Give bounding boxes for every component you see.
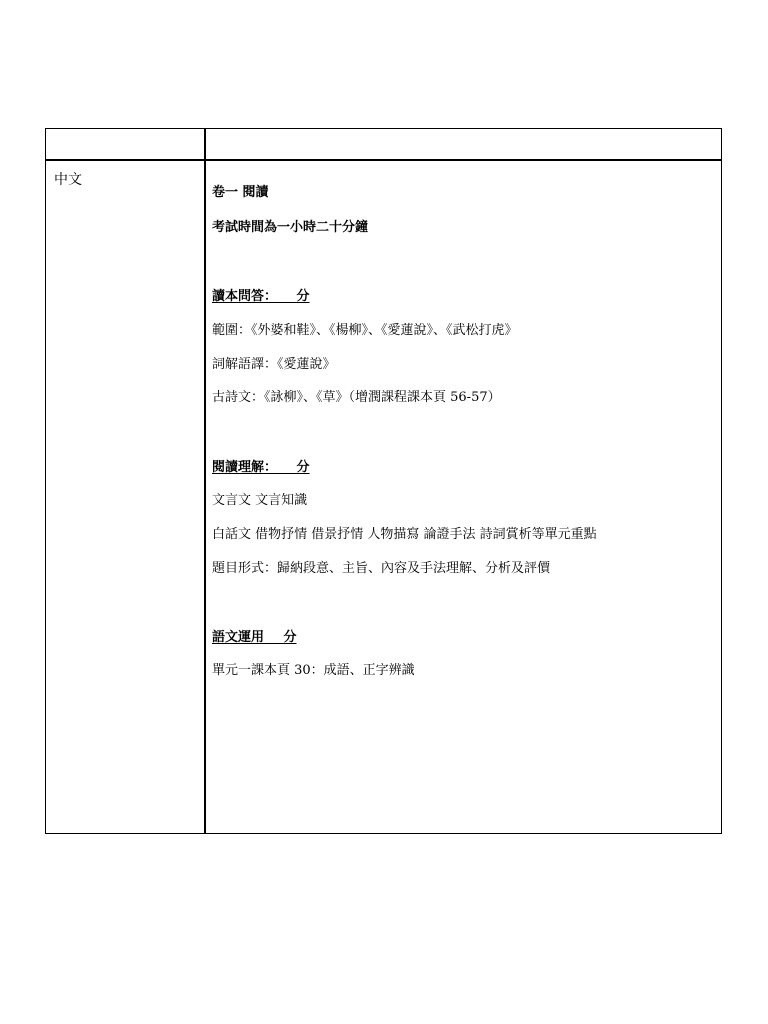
section-heading-label: 閱讀理解： (212, 460, 278, 475)
syllabus-table (45, 128, 722, 834)
section-line: 詞解語譯：《愛蓮說》 (212, 357, 336, 372)
section-line: 題目形式：歸納段意、主旨、內容及手法理解、分析及評價 (212, 561, 551, 576)
section-heading-reading-qa (212, 289, 310, 305)
score-blank (264, 630, 284, 645)
section-line: 古詩文：《詠柳》、《草》（增潤課程課本頁 56-57） (212, 390, 501, 405)
score-suffix: 分 (296, 460, 310, 475)
section-heading-label: 讀本問答： (212, 289, 278, 304)
score-blank (277, 460, 297, 475)
table-header-row (46, 129, 721, 161)
section-heading-reading-comprehension (212, 460, 310, 476)
section-heading-language-usage (212, 630, 297, 646)
section-line: 白話文 借物抒情 借景抒情 人物描寫 論證手法 詩詞賞析等單元重點 (212, 527, 597, 542)
paper-title: 卷一 閱讀 (212, 185, 269, 200)
score-suffix: 分 (296, 289, 310, 304)
exam-time: 考試時間為一小時二十分鐘 (212, 220, 369, 235)
score-suffix: 分 (283, 630, 297, 645)
section-heading-label: 語文運用 (212, 630, 265, 645)
section-line: 範圍：《外婆和鞋》、《楊柳》、《愛蓮說》、《武松打虎》 (212, 323, 518, 338)
score-blank (277, 289, 297, 304)
subject-cell: 中文 (54, 172, 82, 188)
column-divider (204, 129, 206, 833)
section-line: 文言文 文言知識 (212, 493, 308, 508)
section-line: 單元一課本頁 30：成語、正字辨識 (212, 663, 415, 678)
